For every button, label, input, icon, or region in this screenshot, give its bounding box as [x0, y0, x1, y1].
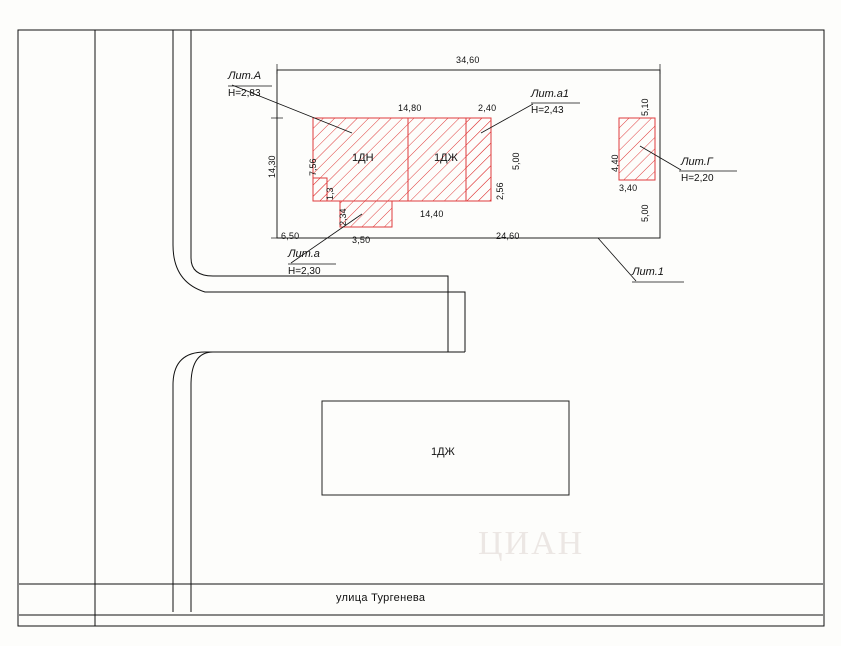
- dim-inner-top-left: 14,80: [398, 103, 422, 113]
- building-lit-g: [619, 118, 655, 180]
- litera-name-a-porch: Лит.а: [288, 248, 320, 260]
- room-label-1dn: 1ДН: [352, 152, 374, 164]
- litera-name-a: Лит.А: [228, 70, 262, 82]
- dim-bottom-porch: 3,50: [352, 235, 371, 245]
- dim-left-house-height: 7,56: [308, 158, 318, 176]
- dim-bottom-right: 24,60: [496, 231, 520, 241]
- litera-height-a1: H=2,43: [531, 105, 564, 116]
- litera-name-1: Лит.1: [632, 266, 664, 278]
- dim-a1-height: 5,00: [511, 152, 521, 170]
- building-lit-a1: [466, 118, 491, 201]
- litera-name-g: Лит.Г: [681, 156, 713, 168]
- road-curve-lower-outer: [173, 352, 465, 612]
- dim-inner-top-right: 2,40: [478, 103, 497, 113]
- dim-left-small: 1,3: [325, 187, 335, 200]
- dim-bottom-mid: 14,40: [420, 209, 444, 219]
- dim-right-block-width: 3,40: [619, 183, 638, 193]
- street-label: улица Тургенева: [336, 592, 426, 604]
- dim-a1-height-small: 2,56: [495, 182, 505, 200]
- road-curve-lower-inner: [191, 352, 448, 612]
- watermark: ЦИАН: [478, 525, 585, 562]
- room-label-1dzh: 1ДЖ: [434, 152, 458, 164]
- dim-right-upper: 5,10: [640, 98, 650, 116]
- litera-height-g: H=2,20: [681, 173, 714, 184]
- dim-bottom-left: 6,50: [281, 231, 300, 241]
- building-lit-a: [313, 118, 491, 201]
- litera-name-a1: Лит.а1: [531, 88, 569, 100]
- leader-lit-1: [598, 238, 636, 281]
- dim-porch-height: 2,34: [338, 208, 348, 226]
- dim-right-block-height: 4,40: [610, 154, 620, 172]
- dim-left-overall-height: 14,30: [267, 155, 277, 178]
- litera-height-a-porch: H=2,30: [288, 266, 321, 277]
- dim-right-lower: 5,00: [640, 204, 650, 222]
- room-label-1dzh-lower: 1ДЖ: [431, 446, 455, 458]
- dim-top-overall: 34,60: [456, 55, 480, 65]
- litera-height-a: H=2,83: [228, 88, 261, 99]
